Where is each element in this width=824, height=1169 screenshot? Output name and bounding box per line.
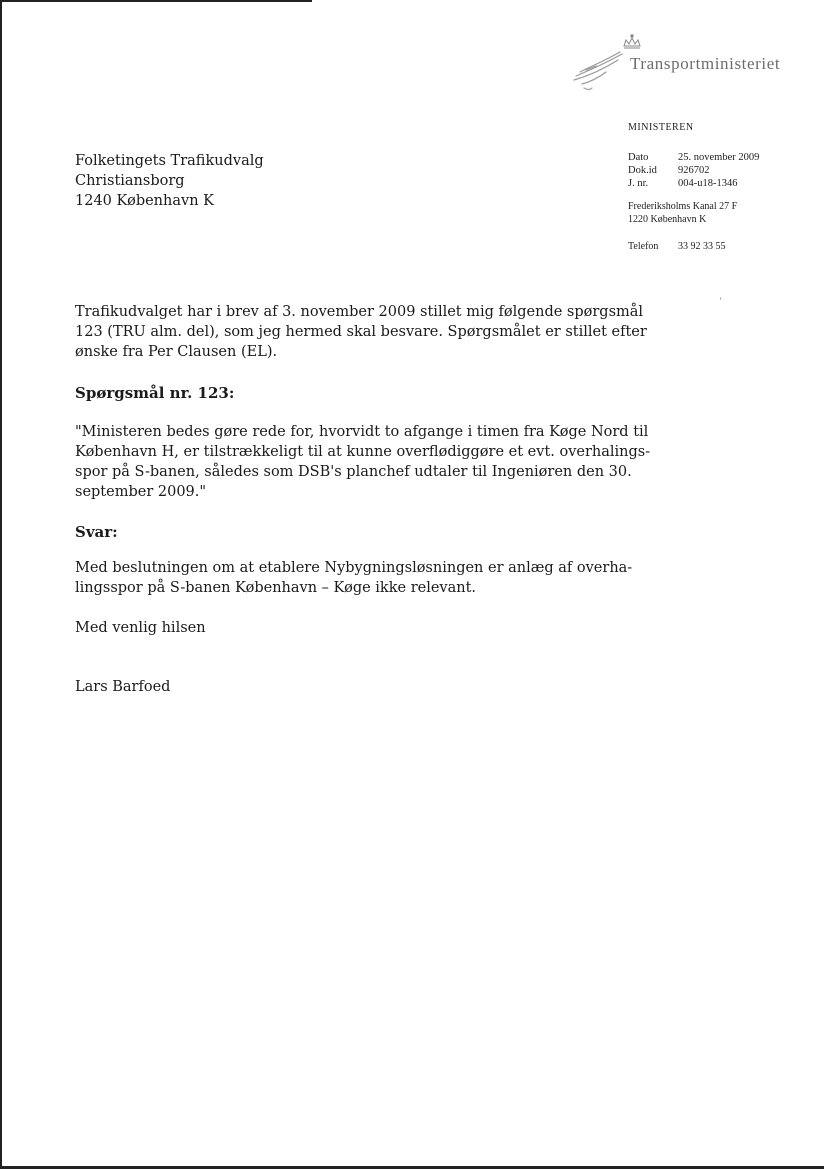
recipient-line: Folketingets Trafikudvalg: [75, 153, 264, 169]
question-heading: Spørgsmål nr. 123:: [75, 384, 235, 402]
recipient-line: Christiansborg: [75, 173, 185, 189]
address-line: 1220 København K: [628, 214, 707, 225]
intro-paragraph: [75, 302, 647, 362]
answer-heading: Svar:: [75, 523, 118, 541]
phone-value: 33 92 33 55: [678, 241, 726, 252]
meta-label: J. nr.: [628, 178, 649, 189]
body-line: 123 (TRU alm. del), som jeg hermed skal besvare. Spørgsmålet er stillet efter: [75, 324, 647, 340]
body-line: København H, er tilstrækkeligt til at kunne overflødiggøre et evt. overhalings-: [75, 444, 651, 460]
body-line: Trafikudvalget har i brev af 3. november 2009 stillet mig følgende spørgsmål: [75, 304, 644, 320]
sender-phone: [628, 241, 726, 252]
address-line: Frederiksholms Kanal 27 F: [628, 201, 738, 212]
sender-address: [628, 200, 737, 226]
question-paragraph: [75, 422, 650, 502]
logo-wordmark: Transportministeriet: [630, 54, 781, 73]
body-line: lingsspor på S-banen København – Køge ikke relevant.: [75, 580, 477, 596]
recipient-line: 1240 København K: [75, 193, 214, 209]
closing-line: Med venlig hilsen: [75, 620, 206, 636]
phone-label: Telefon: [628, 241, 659, 252]
body-line: september 2009.": [75, 484, 207, 500]
body-line: "Ministeren bedes gøre rede for, hvorvidt to afgange i timen fra Køge Nord til: [75, 424, 649, 440]
meta-value: 25. november 2009: [678, 152, 760, 163]
scan-speck: [720, 297, 721, 300]
sender-title: MINISTEREN: [628, 122, 694, 133]
body-line: spor på S-banen, således som DSB's planchef udtaler til Ingeniøren den 30.: [75, 464, 632, 480]
body-line: ønske fra Per Clausen (EL).: [75, 344, 278, 360]
meta-value: 926702: [678, 165, 710, 176]
scan-left-edge: [0, 0, 2, 1169]
scan-top-edge: [0, 0, 312, 2]
body-line: Med beslutningen om at etablere Nybygningsløsningen er anlæg af overha-: [75, 560, 633, 576]
document-meta: [628, 151, 818, 190]
ministry-logo: [568, 32, 798, 96]
meta-row-docid: [628, 164, 818, 177]
recipient-address: [75, 151, 264, 211]
meta-row-journal: [628, 177, 818, 190]
meta-value: 004-u18-1346: [678, 178, 738, 189]
meta-label: Dok.id: [628, 165, 657, 176]
answer-paragraph: [75, 558, 632, 598]
signature-name: Lars Barfoed: [75, 679, 171, 695]
meta-row-date: [628, 151, 818, 164]
meta-label: Dato: [628, 152, 649, 163]
